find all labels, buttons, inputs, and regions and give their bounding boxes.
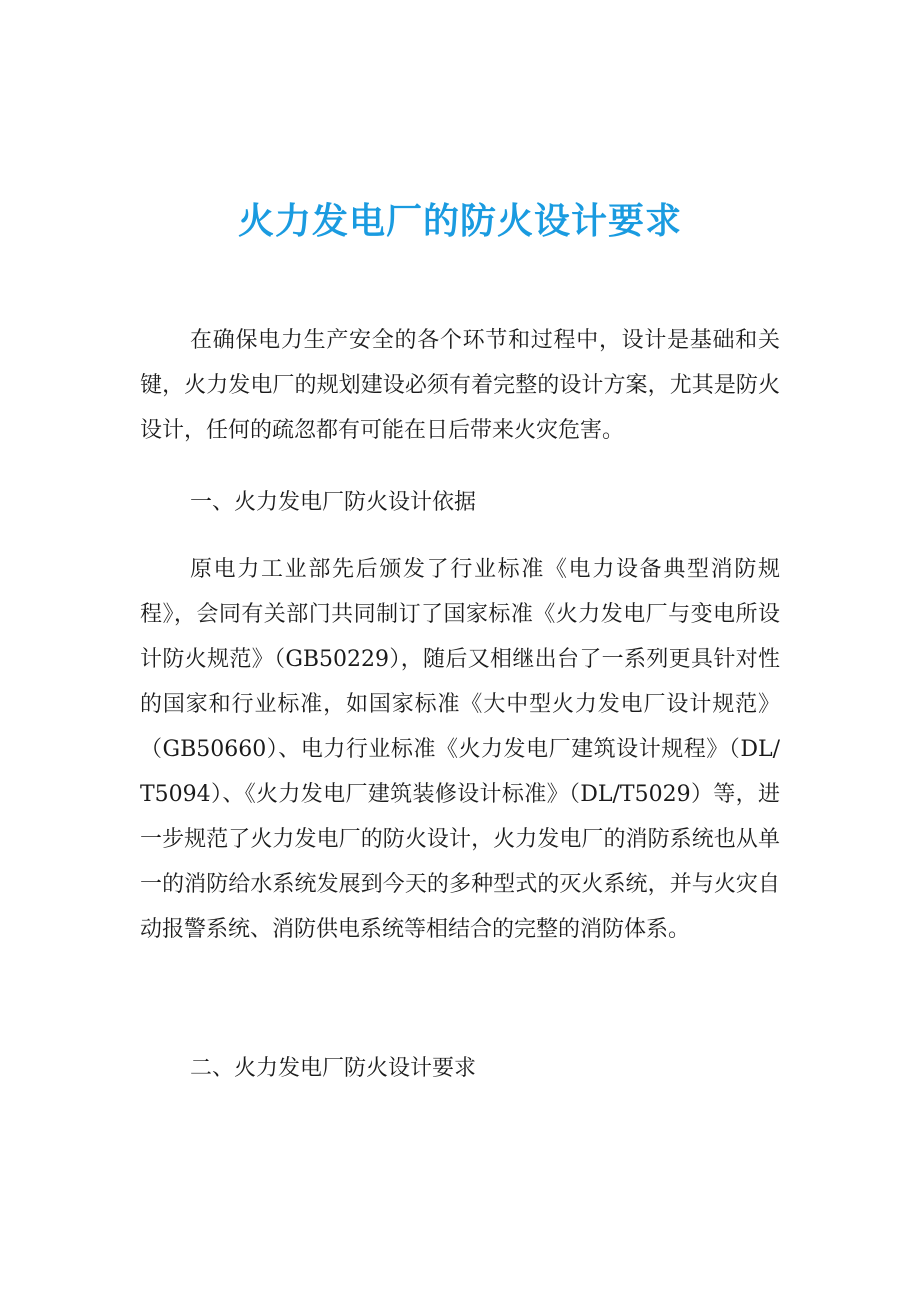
document-title: 火力发电厂的防火设计要求: [237, 201, 682, 242]
basis-paragraph: 原电力工业部先后颁发了行业标准《电力设备典型消防规程》，会同有关部门共同制订了国家标准《火力发电厂与变电所设计防火规范》（GB50229），随后又相继出台了一系列更具针对性的国家和行业标准，如国家标准《大中型火力发电厂设计规范》（GB50660）、电力行业标准《火力发电厂建筑设计规程》（DL/T5094）、《火力发电厂建筑装修设计标准》（DL/T5029）等，进一步规范了火力发电厂的防火设计，火力发电厂的消防系统也从单一的消防给水系统发展到今天的多种型式的灭火系统，并与火灾自动报警系统、消防供电系统等相结合的完整的消防体系。: [140, 557, 780, 942]
section-heading-basis: 一、火力发电厂防火设计依据: [190, 490, 477, 515]
section-heading-requirements: 二、火力发电厂防火设计要求: [190, 1056, 477, 1081]
intro-paragraph: 在确保电力生产安全的各个环节和过程中，设计是基础和关键，火力发电厂的规划建设必须有着完整的设计方案，尤其是防火设计，任何的疏忽都有可能在日后带来火灾危害。: [140, 328, 780, 443]
